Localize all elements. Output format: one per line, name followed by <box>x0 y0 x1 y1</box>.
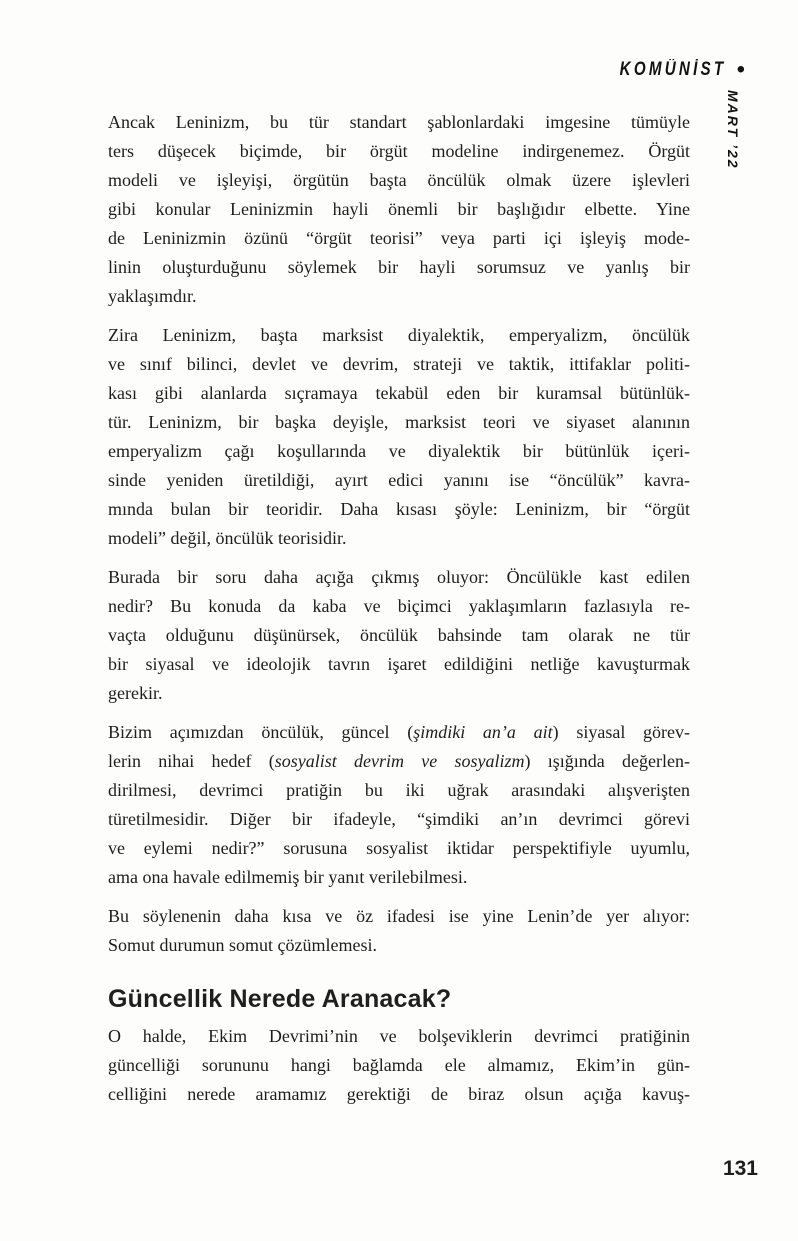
text-run: Bizim açımızdan öncülük, güncel ( <box>108 722 414 742</box>
text-line: linin oluşturduğunu söylemek bir hayli sorumsuz ve yanlış bir <box>108 257 690 277</box>
paragraph <box>108 718 690 892</box>
text-line: ve sınıf bilinci, devlet ve devrim, strateji ve taktik, ittifaklar politi- <box>108 354 690 374</box>
text-line: bir siyasal ve ideolojik tavrın işaret edildiğini netliğe kavuşturmak <box>108 654 690 674</box>
italic-text-run: sosyalist devrim ve sosyalizm <box>274 751 525 771</box>
text-line: Zira Leninizm, başta marksist diyalektik, emperyalizm, öncülük <box>108 325 690 345</box>
text-line: gerekir. <box>108 683 163 703</box>
text-line: tür. Leninizm, bir başka deyişle, marksist teori ve siyaset alanının <box>108 412 690 432</box>
text-line <box>108 747 690 776</box>
text-run: ) siyasal görev- <box>552 722 691 742</box>
text-line: ama ona havale edilmemiş bir yanıt verilebilmesi. <box>108 867 468 887</box>
text-line: ve eylemi nedir?” sorusuna sosyalist iktidar perspektifiyle uyumlu, <box>108 838 690 858</box>
text-line: ters düşecek biçimde, bir örgüt modeline indirgenemez. Örgüt <box>108 141 690 161</box>
text-line: modeli” değil, öncülük teorisidir. <box>108 528 347 548</box>
page-number: 131 <box>722 1157 758 1180</box>
issue-date-vertical: MART ’22 <box>725 90 741 170</box>
text-run: ) ışığında değerlen- <box>524 751 690 771</box>
journal-title: KOMÜNİST <box>619 59 727 80</box>
text-line: de Leninizmin özünü “örgüt teorisi” veya parti içi işleyiş mode- <box>108 228 690 248</box>
text-line: Burada bir soru daha açığa çıkmış oluyor: Öncülükle kast edilen <box>108 567 690 587</box>
text-line: güncelliği sorununu hangi bağlamda ele almamız, Ekim’in gün- <box>108 1055 690 1075</box>
text-line: vaçta olduğunu düşünürsek, öncülük bahsinde tam olarak ne tür <box>108 625 690 645</box>
text-line: gibi konular Leninizmin hayli önemli bir başlığıdır elbette. Yine <box>108 199 690 219</box>
paragraph <box>108 1022 690 1109</box>
text-line: Bu söylenenin daha kısa ve öz ifadesi ise yine Lenin’de yer alıyor: <box>108 906 690 926</box>
text-line: türetilmesidir. Diğer bir ifadeyle, “şimdiki an’ın devrimci görevi <box>108 809 690 829</box>
text-line: sinde yeniden üretildiği, ayırt edici yanını ise “öncülük” kavra- <box>108 470 690 490</box>
paragraph <box>108 902 690 960</box>
text-line: dirilmesi, devrimci pratiğin bu iki uğrak arasındaki alışverişten <box>108 780 690 800</box>
text-line: O halde, Ekim Devrimi’nin ve bolşeviklerin devrimci pratiğinin <box>108 1026 690 1046</box>
text-line: Ancak Leninizm, bu tür standart şablonlardaki imgesine tümüyle <box>108 112 690 132</box>
paragraph <box>108 563 690 708</box>
text-run: lerin nihai hedef ( <box>108 751 275 771</box>
section-heading: Güncellik Nerede Aranacak? <box>108 985 452 1013</box>
text-line: celliğini nerede aramamız gerektiği de biraz olsun açığa kavuş- <box>108 1084 690 1104</box>
italic-text-run: şimdiki an’a ait <box>413 722 553 742</box>
masthead <box>593 56 745 83</box>
text-line: modeli ve işleyişi, örgütün başta öncülük olmak üzere işlevleri <box>108 170 690 190</box>
text-line: Somut durumun somut çözümlemesi. <box>108 935 377 955</box>
paragraph <box>108 321 690 553</box>
text-line: kası gibi alanlarda sıçramaya tekabül eden bir kuramsal bütünlük- <box>108 383 690 403</box>
text-line: emperyalizm çağı koşullarında ve diyalektik bir bütünlük içeri- <box>108 441 690 461</box>
article-body <box>108 108 690 1119</box>
text-line <box>108 718 690 747</box>
text-line: yaklaşımdır. <box>108 286 197 306</box>
text-line: nedir? Bu konuda da kaba ve biçimci yaklaşımların fazlasıyla re- <box>108 596 690 616</box>
bullet-separator-icon: • <box>736 56 745 83</box>
paragraph <box>108 108 690 311</box>
text-line: mında bulan bir teoridir. Daha kısası şöyle: Leninizm, bir “örgüt <box>108 499 690 519</box>
